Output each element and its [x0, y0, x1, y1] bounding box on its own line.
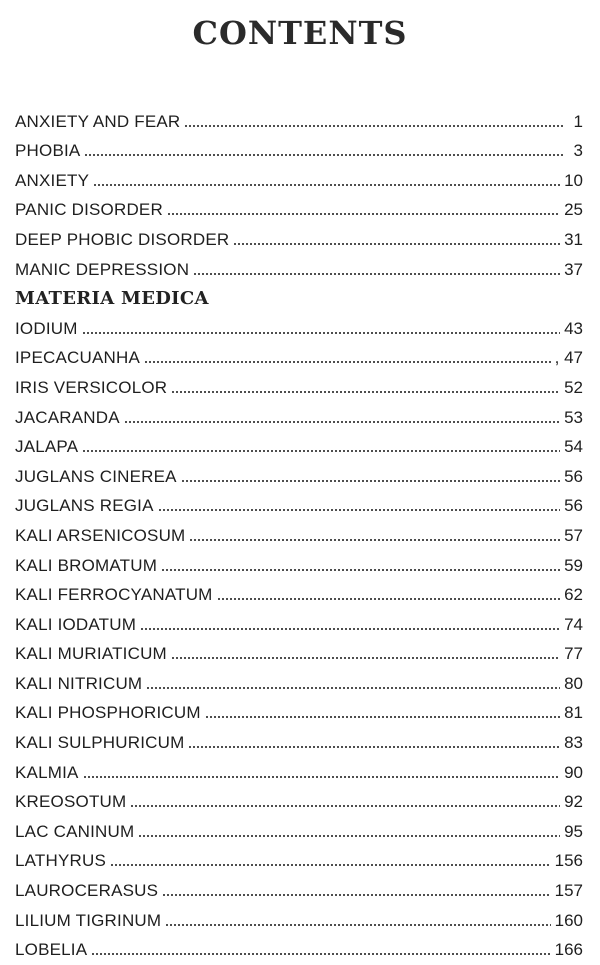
dot-leader [82, 331, 560, 335]
dot-leader [193, 272, 560, 276]
toc-entry-title: LATHYRUS [15, 851, 107, 871]
dot-leader [83, 775, 561, 779]
intro-entries-list [15, 103, 583, 281]
dot-leader [91, 952, 550, 956]
toc-page-number: 95 [564, 821, 583, 841]
toc-entry-title: KALI BROMATUM [15, 555, 158, 575]
toc-page-number: 57 [564, 525, 583, 545]
toc-entry [15, 843, 583, 873]
dot-leader [205, 715, 560, 719]
dot-leader [82, 449, 560, 453]
toc-entry-title: JUGLANS CINEREA [15, 466, 177, 486]
toc-entry [15, 340, 583, 370]
toc-page-number: 56 [564, 466, 583, 486]
toc-entry-title: ANXIETY AND FEAR [15, 111, 181, 131]
dot-leader [217, 597, 561, 601]
toc-entry-title: LAUROCERASUS [15, 881, 159, 901]
toc-entry-title: KALI NITRICUM [15, 673, 143, 693]
toc-entry-title: JACARANDA [15, 407, 120, 427]
toc-page-number: 25 [564, 200, 583, 220]
toc-page-number: 80 [564, 673, 583, 693]
dot-leader [165, 923, 550, 927]
dot-leader [161, 568, 560, 572]
toc-page-number: 53 [564, 407, 583, 427]
dot-leader [189, 538, 560, 542]
toc-entry-title: KALI PHOSPHORICUM [15, 703, 201, 723]
dot-leader [171, 390, 560, 394]
toc-entry-title: KALI SULPHURICUM [15, 733, 185, 753]
toc-entry [15, 932, 583, 962]
toc-entry [15, 369, 583, 399]
toc-entry [15, 754, 583, 784]
toc-entry-title: DEEP PHOBIC DISORDER [15, 229, 230, 249]
toc-entry [15, 458, 583, 488]
toc-entry [15, 251, 583, 281]
toc-entry [15, 902, 583, 932]
toc-entry-title: IODIUM [15, 318, 78, 338]
dot-leader [138, 834, 560, 838]
toc-page-number: 62 [564, 585, 583, 605]
toc-entry [15, 872, 583, 902]
toc-page-number: , 47 [554, 348, 583, 368]
dot-leader [84, 153, 565, 157]
toc-page-number: 160 [554, 910, 583, 930]
section-heading-materia-medica: MATERIA MEDICA [15, 288, 209, 310]
toc-entry [15, 577, 583, 607]
dot-leader [110, 863, 551, 867]
toc-entry [15, 813, 583, 843]
dot-leader [184, 124, 565, 128]
toc-entry-title: MANIC DEPRESSION [15, 259, 190, 279]
toc-page-number: 157 [554, 881, 583, 901]
toc-page-number: 31 [564, 229, 583, 249]
toc-page-number: 166 [554, 940, 583, 960]
toc-page-number: 77 [564, 644, 583, 664]
toc-entry [15, 724, 583, 754]
toc-entry [15, 221, 583, 251]
dot-leader [158, 508, 560, 512]
toc-page-number: 54 [564, 437, 583, 457]
toc-entry [15, 636, 583, 666]
dot-leader [140, 627, 560, 631]
toc-entry [15, 695, 583, 725]
toc-page-number: 90 [564, 762, 583, 782]
toc-entry [15, 162, 583, 192]
table-of-contents [15, 103, 583, 961]
dot-leader [130, 804, 560, 808]
toc-entry [15, 784, 583, 814]
toc-entry-title: LAC CANINUM [15, 821, 135, 841]
dot-leader [144, 360, 551, 364]
toc-entry [15, 517, 583, 547]
dot-leader [167, 212, 560, 216]
toc-entry-title: KALI MURIATICUM [15, 644, 167, 664]
dot-leader [233, 242, 560, 246]
materia-medica-entries-list [15, 310, 583, 961]
toc-page-number: 59 [564, 555, 583, 575]
toc-entry-title: LILIUM TIGRINUM [15, 910, 162, 930]
toc-entry-title: KALI FERROCYANATUM [15, 585, 213, 605]
toc-entry-title: KALMIA [15, 762, 79, 782]
dot-leader [93, 183, 560, 187]
toc-page-number: 37 [564, 259, 583, 279]
toc-page-number: 74 [564, 614, 583, 634]
toc-entry-title: KREOSOTUM [15, 792, 127, 812]
dot-leader [171, 656, 560, 660]
dot-leader [181, 479, 560, 483]
toc-page-number: 10 [564, 170, 583, 190]
toc-page-number: 56 [564, 496, 583, 516]
dot-leader [146, 686, 560, 690]
toc-entry-title: LOBELIA [15, 940, 88, 960]
toc-entry [15, 429, 583, 459]
toc-entry [15, 103, 583, 133]
toc-entry-title: PANIC DISORDER [15, 200, 163, 220]
toc-page-number: 1 [573, 111, 583, 131]
toc-page-number: 43 [564, 318, 583, 338]
toc-entry-title: JALAPA [15, 437, 79, 457]
toc-entry [15, 547, 583, 577]
toc-entry-title: IRIS VERSICOLOR [15, 377, 168, 397]
toc-entry-title: ANXIETY [15, 170, 90, 190]
toc-entry [15, 606, 583, 636]
page-title: CONTENTS [192, 14, 408, 52]
toc-page-number: 83 [564, 733, 583, 753]
dot-leader [188, 745, 560, 749]
toc-page-number: 81 [564, 703, 583, 723]
toc-entry-title: KALI IODATUM [15, 614, 137, 634]
toc-page-number: 156 [554, 851, 583, 871]
toc-page-number: 92 [564, 792, 583, 812]
toc-entry [15, 399, 583, 429]
toc-entry-title: PHOBIA [15, 141, 81, 161]
dot-leader [162, 893, 550, 897]
toc-entry-title: JUGLANS REGIA [15, 496, 154, 516]
dot-leader [124, 420, 560, 424]
toc-entry [15, 310, 583, 340]
toc-page-number: 52 [564, 377, 583, 397]
toc-page-number: 3 [573, 141, 583, 161]
toc-entry-title: IPECACUANHA [15, 348, 141, 368]
toc-entry-title: KALI ARSENICOSUM [15, 525, 186, 545]
toc-entry [15, 665, 583, 695]
toc-entry [15, 133, 583, 163]
toc-entry [15, 192, 583, 222]
toc-entry [15, 488, 583, 518]
